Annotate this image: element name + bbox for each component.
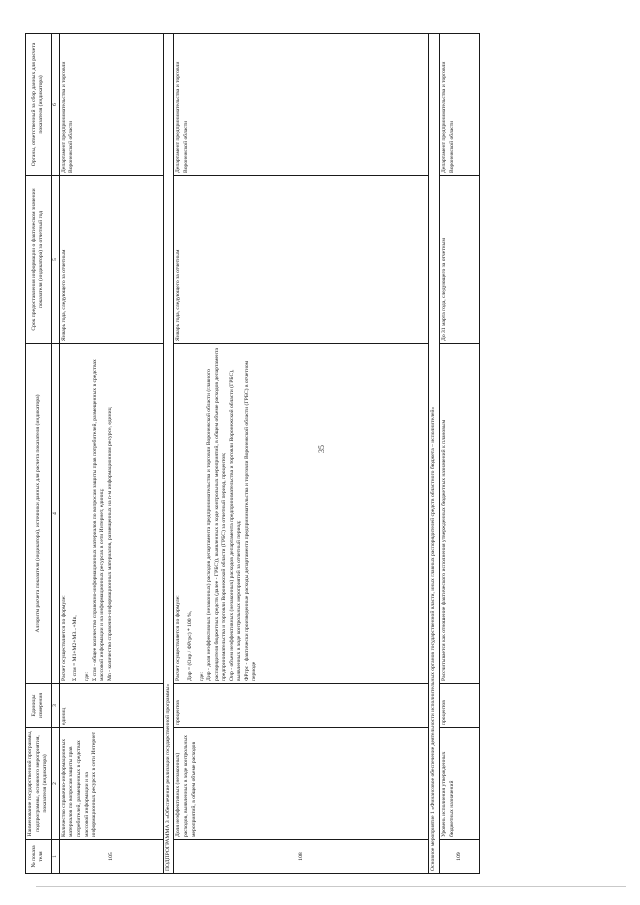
col-number-6: 6 xyxy=(51,34,59,176)
col-number-3: 3 xyxy=(51,684,59,728)
main-event-row xyxy=(429,34,440,874)
rotated-table-wrapper xyxy=(25,34,487,874)
row-105-algo-line: Σ спм = M1+M2+M3...+Mn, xyxy=(72,615,79,681)
row-105-algo-line: где: xyxy=(84,672,91,681)
row-105-id: 105 xyxy=(59,840,163,874)
col-number-4: 4 xyxy=(51,344,59,684)
row-109-name: Уровень исполнения утвержденных бюджетных назначений xyxy=(440,728,480,840)
header-unit: Единицы измерения xyxy=(26,684,52,728)
row-108-algo-line: Дир - доля неэффективных (незаконных) расходов департамента предпринимательства и торговли Воронежской области (главного распорядителя бюджетных средств (далее - ГРБС)), выявленных в ходе контрольных мероприятий, в общем объеме расходов департамента предпринимательства и торговли Воронежской области (ГРБС) за отчетный период, процентов; xyxy=(206,348,228,681)
row-109-id: 109 xyxy=(440,840,480,874)
row-105-deadline: Январь года, следующего за отчетным xyxy=(59,176,163,344)
table-row-109 xyxy=(440,34,480,874)
row-108-responsible: Департамент предпринимательства и торговли Воронежской области xyxy=(174,34,429,176)
row-108-id: 108 xyxy=(174,840,429,874)
table-row-108 xyxy=(174,34,429,874)
row-108-algo-line: ФРгрс - фактически произведенные расходы департамента предпринимательства и торговли Воронежской области (ГРБС) в отчетном периоде xyxy=(243,360,258,681)
scan-edge-line xyxy=(36,886,626,887)
header-algorithm: Алгоритм расчета показателя (индикатора), источники данных для расчета показателя (индикатора) xyxy=(26,344,52,684)
table-header-row xyxy=(26,34,52,874)
col-number-1: 1 xyxy=(51,840,59,874)
row-105-algo-line: Мn - количество справочно-информационных материалов, размещенных на n-м информационном ресурсе, единиц xyxy=(106,407,113,681)
header-responsible: Органы, ответственный за сбор данных для расчета показателя (индикатора) xyxy=(26,34,52,176)
header-name: Наименование государственной программы, подпрограммы, основного мероприятия, показателя (индикатора) xyxy=(26,728,52,840)
row-108-algo-line: Дир = (Онр / ФРгрс) * 100 %, xyxy=(187,610,194,681)
row-108-algo-line: Расчет осуществляется по формуле: xyxy=(175,595,182,681)
row-105-algo-line: Σ спм - общее количество справочно-информационных материалов по вопросам защиты прав потребителей, размещенных в средствах массовой информации и на информационных ресурсах в сети Интернет, единиц; xyxy=(91,359,106,681)
row-105-unit: единиц xyxy=(59,684,163,728)
column-number-row xyxy=(51,34,59,874)
col-number-5: 5 xyxy=(51,176,59,344)
col-number-2: 2 xyxy=(51,728,59,840)
table-row-105 xyxy=(59,34,163,874)
main-event-1-title: Основное мероприятие 1 «Финансовое обеспечение деятельности исполнительных органов государственной власти, иных главных распорядителей средств областного бюджета – исполнителей» xyxy=(429,34,440,874)
row-109-responsible: Департамент предпринимательства и торговли Воронежской области xyxy=(440,34,480,176)
header-number: № показа теля xyxy=(26,840,52,874)
row-108-algo-line: где: xyxy=(198,672,205,681)
row-108-unit: процентов xyxy=(174,684,429,728)
subprogram-row xyxy=(163,34,174,874)
row-109-deadline: До 31 марта года, следующего за отчетным xyxy=(440,176,480,344)
row-108-algorithm xyxy=(174,344,429,684)
page-number: 35 xyxy=(317,445,326,453)
indicators-table xyxy=(25,33,480,874)
row-105-name: Количество справочно-информационных материалов по вопросам защиты прав потребителей, размещенных в средствах массовой информации и на информационных ресурсах в сети Интернет xyxy=(59,728,163,840)
row-109-algorithm: Рассчитывается как отношение фактического исполнения утвержденных бюджетных назначений к плановым xyxy=(440,344,480,684)
subprogram-3-title: ПОДПРОГРАММА 3 «Обеспечение реализации государственной программы» xyxy=(163,34,174,874)
header-deadline: Срок предоставления информации о фактическом значении показателя (индикатора) за отчетный год xyxy=(26,176,52,344)
row-105-algorithm xyxy=(59,344,163,684)
row-109-unit: процентов xyxy=(440,684,480,728)
row-108-algo-line: Онр - объем неэффективных (незаконных) расходов департамента предпринимательства и торговли Воронежской области (ГРБС), выявленных в ходе контрольных мероприятий за отчетный период; xyxy=(228,369,243,681)
row-108-name: Доля неэффективных (незаконных) расходов, выявленных в ходе контрольных мероприятий, в общем объеме расходов xyxy=(174,728,429,840)
row-105-algo-line: Расчет осуществляется по формуле: xyxy=(60,595,67,681)
row-108-deadline: Январь года, следующего за отчетным xyxy=(174,176,429,344)
row-105-responsible: Департамент предпринимательства и торговли Воронежской области xyxy=(59,34,163,176)
